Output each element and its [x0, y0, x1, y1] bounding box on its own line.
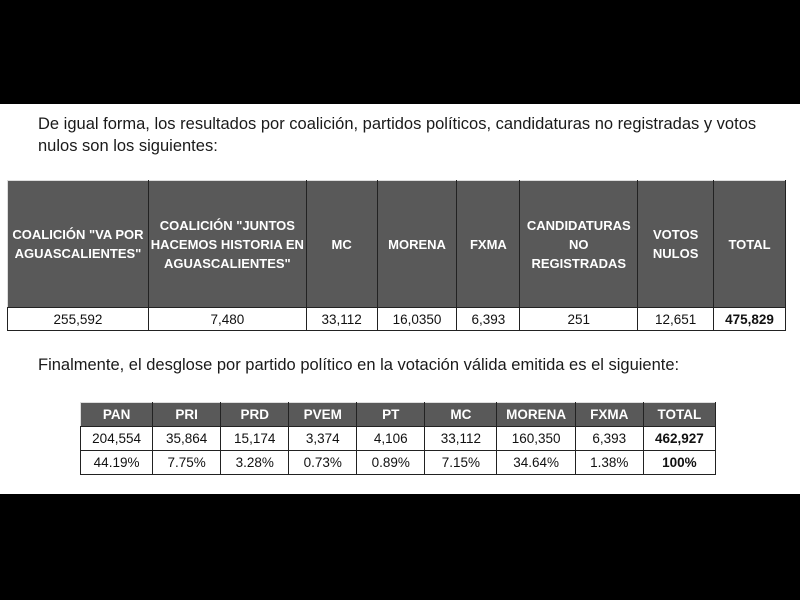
party-breakdown-table — [80, 402, 716, 475]
header-cell: COALICIÓN "JUNTOS HACEMOS HISTORIA EN AGUASCALIENTES" — [148, 181, 306, 308]
table-header-row — [81, 403, 716, 427]
table-cell: 160,350 — [497, 427, 575, 451]
table-row — [81, 427, 716, 451]
breakdown-paragraph: Finalmente, el desglose por partido político en la votación válida emitida es el siguiente: — [38, 356, 680, 374]
table-cell: 34.64% — [497, 451, 575, 475]
table-cell: 3.28% — [221, 451, 289, 475]
header-cell: MC — [306, 181, 377, 308]
header-cell: FXMA — [575, 403, 643, 427]
table-row — [81, 451, 716, 475]
total-cell: 475,829 — [714, 308, 786, 331]
table-header-row — [8, 181, 786, 308]
table-cell: 15,174 — [221, 427, 289, 451]
header-cell: MORENA — [497, 403, 575, 427]
header-cell: PRD — [221, 403, 289, 427]
table-cell: 7.15% — [425, 451, 497, 475]
table-cell: 3,374 — [289, 427, 357, 451]
table-cell: 1.38% — [575, 451, 643, 475]
table-cell: 6,393 — [457, 308, 520, 331]
table-cell: 251 — [520, 308, 638, 331]
header-cell: VOTOS NULOS — [638, 181, 714, 308]
table-cell: 4,106 — [357, 427, 425, 451]
intro-paragraph: De igual forma, los resultados por coalición, partidos políticos, candidaturas no registradas y votos nulos son los siguientes: — [38, 115, 757, 155]
table-cell: 16,0350 — [377, 308, 457, 331]
table-cell: 7,480 — [148, 308, 306, 331]
table-cell: 255,592 — [8, 308, 149, 331]
header-cell: TOTAL — [714, 181, 786, 308]
header-cell: TOTAL — [643, 403, 715, 427]
table-cell: 12,651 — [638, 308, 714, 331]
table-cell: 0.89% — [357, 451, 425, 475]
header-cell: MORENA — [377, 181, 457, 308]
table-row — [8, 308, 786, 331]
header-cell: PRI — [153, 403, 221, 427]
coalition-results-table — [7, 180, 786, 331]
header-cell: CANDIDATURAS NO REGISTRADAS — [520, 181, 638, 308]
header-cell: PAN — [81, 403, 153, 427]
total-cell: 462,927 — [643, 427, 715, 451]
table-cell: 6,393 — [575, 427, 643, 451]
table-cell: 35,864 — [153, 427, 221, 451]
table-cell: 33,112 — [425, 427, 497, 451]
header-cell: MC — [425, 403, 497, 427]
header-cell: PVEM — [289, 403, 357, 427]
header-cell: COALICIÓN "VA POR AGUASCALIENTES" — [8, 181, 149, 308]
table-cell: 204,554 — [81, 427, 153, 451]
document-page — [0, 104, 800, 494]
header-cell: PT — [357, 403, 425, 427]
table-cell: 7.75% — [153, 451, 221, 475]
header-cell: FXMA — [457, 181, 520, 308]
table-cell: 33,112 — [306, 308, 377, 331]
table-cell: 44.19% — [81, 451, 153, 475]
table-cell: 0.73% — [289, 451, 357, 475]
total-cell: 100% — [643, 451, 715, 475]
